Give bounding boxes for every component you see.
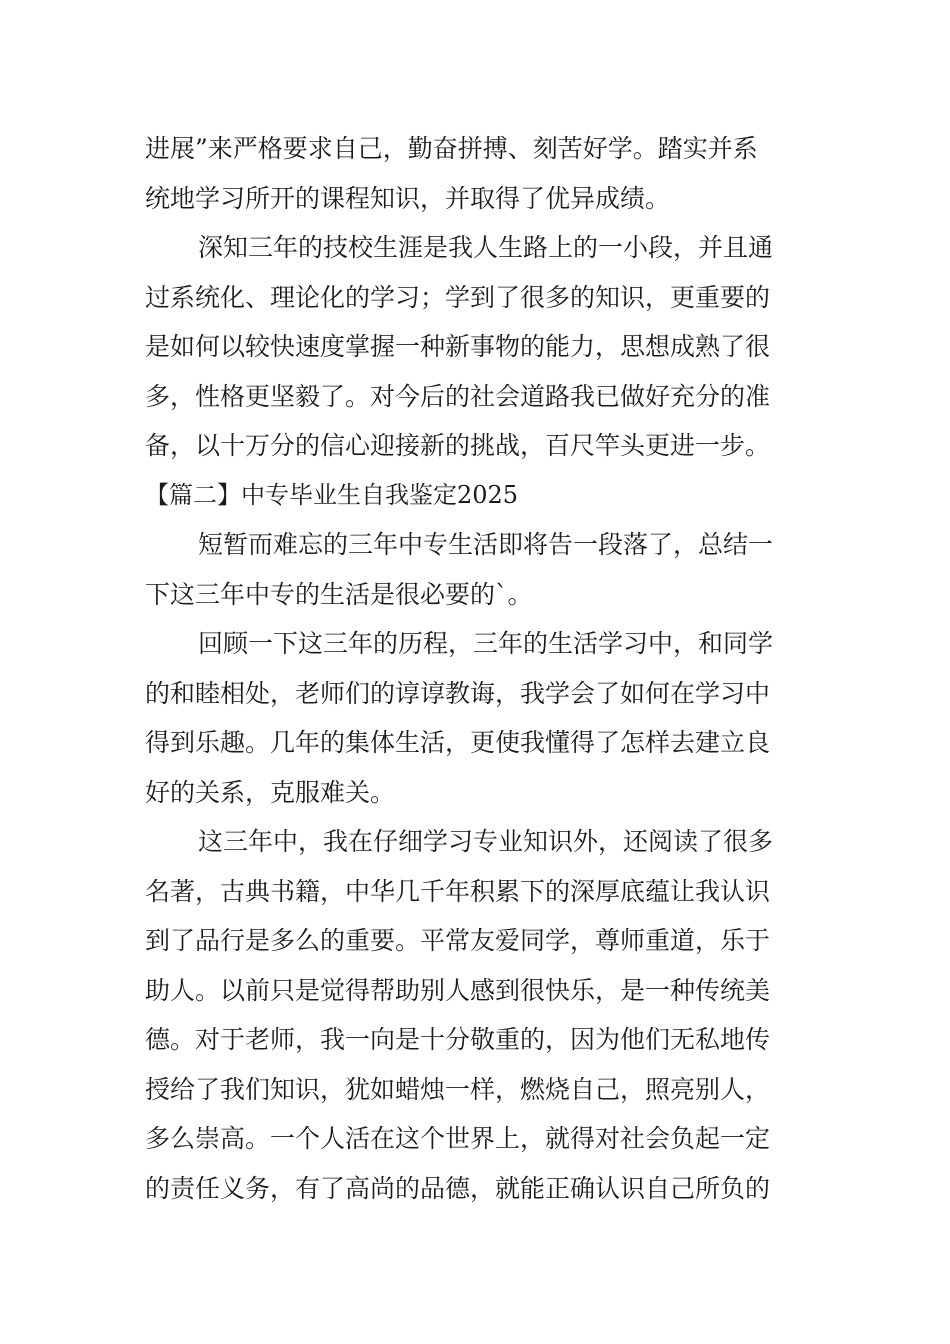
text-line-7: 备，以十万分的信心迎接新的挑战，百尺竿头更进一步。 [145,431,771,460]
text-line-1: 进展”来严格要求自己，勤奋拼搏、刻苦好学。踏实并系 [145,134,758,163]
text-line-12: 的和睦相处，老师们的谆谆教诲，我学会了如何在学习中 [145,678,771,708]
text-line-14: 好的关系，克服难关。 [145,777,396,807]
text-line-13: 得到乐趣。几年的集体生活，更使我懂得了怎样去建立良 [145,728,771,757]
text-line-17: 到了品行是多么的重要。平常友爱同学，尊师重道，乐于 [145,926,771,955]
text-line-5: 是如何以较快速度掌握一种新事物的能力，思想成熟了很 [145,332,771,361]
text-line-15: 这三年中，我在仔细学习专业知识外，还阅读了很多 [198,827,774,856]
text-line-11: 回顾一下这三年的历程，三年的生活学习中，和同学 [198,629,774,658]
text-line-9: 短暂而难忘的三年中专生活即将告一段落了，总结一 [198,530,774,559]
text-line-22: 的责任义务，有了高尚的品德，就能正确认识自己所负的 [145,1173,771,1203]
text-line-20: 授给了我们知识，犹如蜡烛一样，燃烧自己，照亮别人， [145,1074,771,1104]
text-line-21: 多么崇高。一个人活在这个世界上，就得对社会负起一定 [145,1124,771,1153]
document-body [145,124,810,1213]
text-line-18: 助人。以前只是觉得帮助别人感到很快乐，是一种传统美 [145,975,771,1005]
text-line-16: 名著，古典书籍，中华几千年积累下的深厚底蕴让我认识 [145,876,771,906]
text-line-6: 多，性格更坚毅了。对今后的社会道路我已做好充分的准 [145,381,771,411]
text-line-3: 深知三年的技校生涯是我人生路上的一小段，并且通 [198,233,774,262]
text-line-19: 德。对于老师，我一向是十分敬重的，因为他们无私地传 [145,1025,771,1054]
text-line-4: 过系统化、理论化的学习；学到了很多的知识，更重要的 [145,282,771,312]
text-line-2: 统地学习所开的课程知识，并取得了优异成绩。 [145,183,671,213]
text-line-10: 下这三年中专的生活是很必要的`。 [145,579,533,609]
section-heading: 【篇二】中专毕业生自我鉴定2025 [145,480,519,509]
